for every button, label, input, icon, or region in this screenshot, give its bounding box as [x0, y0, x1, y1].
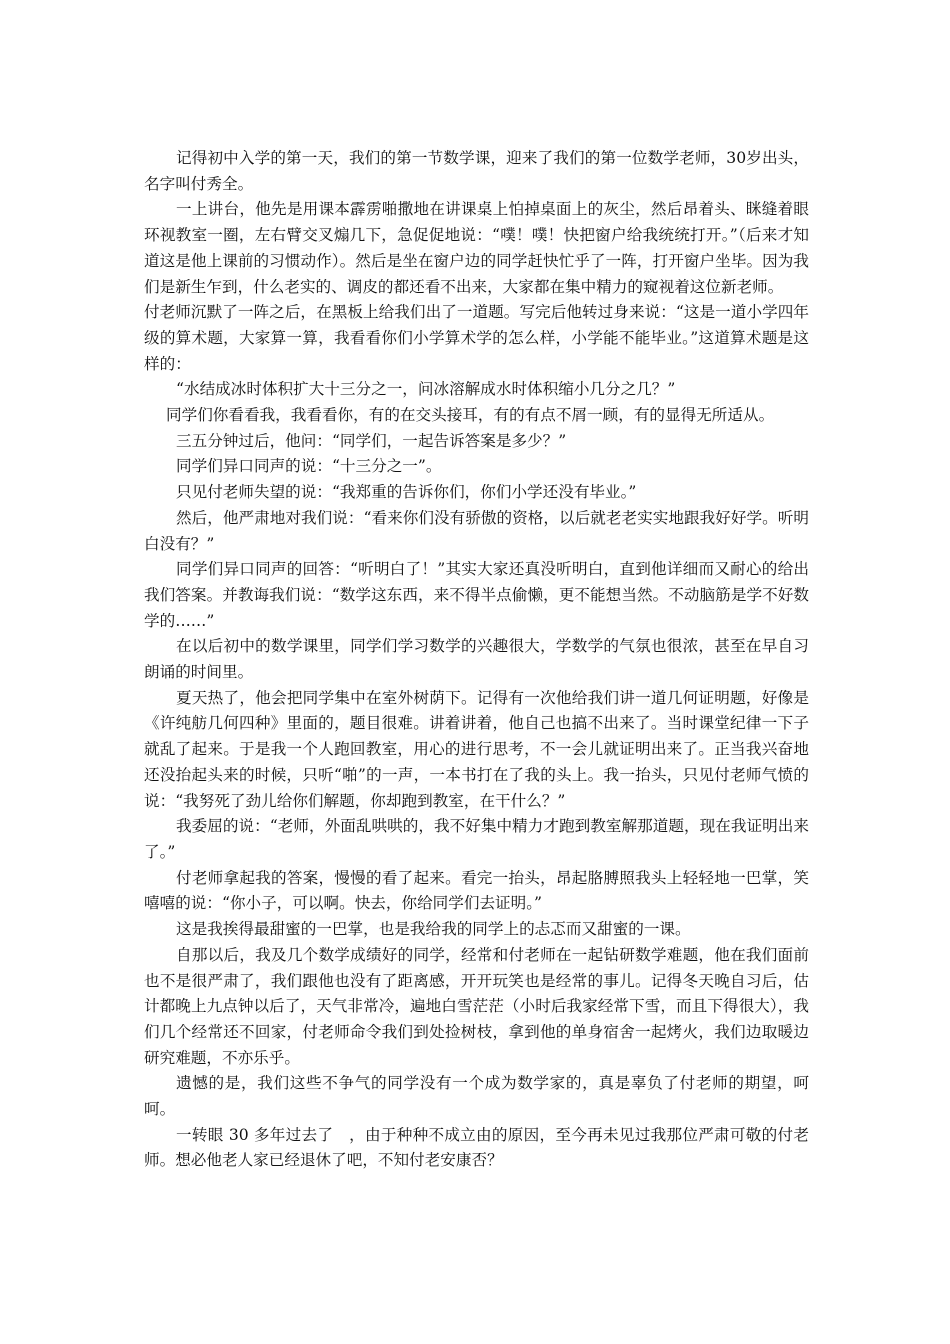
paragraph: 记得初中入学的第一天，我们的第一节数学课，迎来了我们的第一位数学老师，30岁出头，名字叫付秀全。: [144, 149, 809, 193]
paragraph: 遗憾的是，我们这些不争气的同学没有一个成为数学家的，真是辜负了付老师的期望，呵呵。: [144, 1074, 809, 1119]
paragraph: 同学们异口同声的说：“十三分之一”。: [176, 457, 442, 476]
quoted-problem: “水结成冰时体积扩大十三分之一，问冰溶解成水时体积缩小几分之几？”: [176, 380, 676, 399]
paragraph: 一上讲台，他先是用课本霹雳啪撒地在讲课桌上怕掉桌面上的灰尘，然后昂着头、眯缝着眼环视教室一圈，左右臂交叉煽几下，急促促地说：“噗！噗！快把窗户给我统统打开。”（后来才知道这是他上课前的习惯动作）。然后是坐在窗户边的同学赶快忙乎了一阵，打开窗户坐毕。因为我们是新生乍到，什么老实的、调皮的都还看不出来，大家都在集中精力的窥视着这位新老师。: [144, 200, 809, 296]
paragraph: 在以后初中的数学课里，同学们学习数学的兴趣很大，学数学的气氛也很浓，甚至在早自习朗诵的时间里。: [144, 637, 809, 682]
paragraph: 同学们你看看我，我看看你，有的在交头接耳，有的有点不屑一顾，有的显得无所适从。: [166, 406, 775, 425]
paragraph: 只见付老师失望的说：“我郑重的告诉你们，你们小学还没有毕业。”: [176, 483, 637, 502]
paragraph: 同学们异口同声的回答：“听明白了！”其实大家还真没听明白，直到他详细而又耐心的给出我们答案。并教诲我们说：“数学这东西，来不得半点偷懒，更不能想当然。不动脑筋是学不好数学的……”: [144, 560, 809, 630]
paragraph: 付老师拿起我的答案，慢慢的看了起来。看完一抬头，昂起胳膊照我头上轻轻地一巴掌，笑嘻嘻的说：“你小子，可以啊。快去，你给同学们去证明。”: [144, 868, 809, 913]
paragraph: 然后，他严肃地对我们说：“看来你们没有骄傲的资格，以后就老老实实地跟我好好学。听明白没有？”: [144, 508, 809, 553]
article-body: [144, 146, 809, 1174]
paragraph: 一转眼 30 多年过去了 ，由于种种不成立由的原因，至今再未见过我那位严肃可敬的付老师。想必他老人家已经退休了吧，不知付老安康否？: [144, 1125, 809, 1170]
paragraph: 夏天热了，他会把同学集中在室外树荫下。记得有一次他给我们讲一道几何证明题，好像是《许纯舫几何四种》里面的，题目很难。讲着讲着，他自己也搞不出来了。当时课堂纪律一下子就乱了起来。于是我一个人跑回教室，用心的进行思考，不一会儿就证明出来了。正当我兴奋地还没抬起头来的时候，只听“啪”的一声，一本书打在了我的头上。我一抬头，只见付老师气愤的说：“我努死了劲儿给你们解题，你却跑到教室，在干什么？”: [144, 688, 809, 810]
paragraph: 付老师沉默了一阵之后，在黑板上给我们出了一道题。写完后他转过身来说：“这是一道小学四年级的算术题，大家算一算，我看看你们小学算术学的怎么样，小学能不能毕业。”这道算术题是这样的：: [144, 303, 809, 373]
paragraph: 我委屈的说：“老师，外面乱哄哄的，我不好集中精力才跑到教室解那道题，现在我证明出来了。”: [144, 817, 809, 861]
paragraph: 这是我挨得最甜蜜的一巴掌，也是我给我的同学上的忐忑而又甜蜜的一课。: [176, 920, 691, 939]
paragraph: 自那以后，我及几个数学成绩好的同学，经常和付老师在一起钻研数学难题，他在我们面前也不是很严肃了，我们跟他也没有了距离感，开开玩笑也是经常的事儿。记得冬天晚自习后，估计都晚上九点钟以后了，天气非常冷，遍地白雪茫茫（小时后我家经常下雪，而且下得很大），我们几个经常还不回家，付老师命令我们到处捡树枝，拿到他的单身宿舍一起烤火，我们边取暖边研究难题，不亦乐乎。: [144, 945, 809, 1067]
paragraph: 三五分钟过后，他问：“同学们，一起告诉答案是多少？”: [176, 431, 567, 450]
